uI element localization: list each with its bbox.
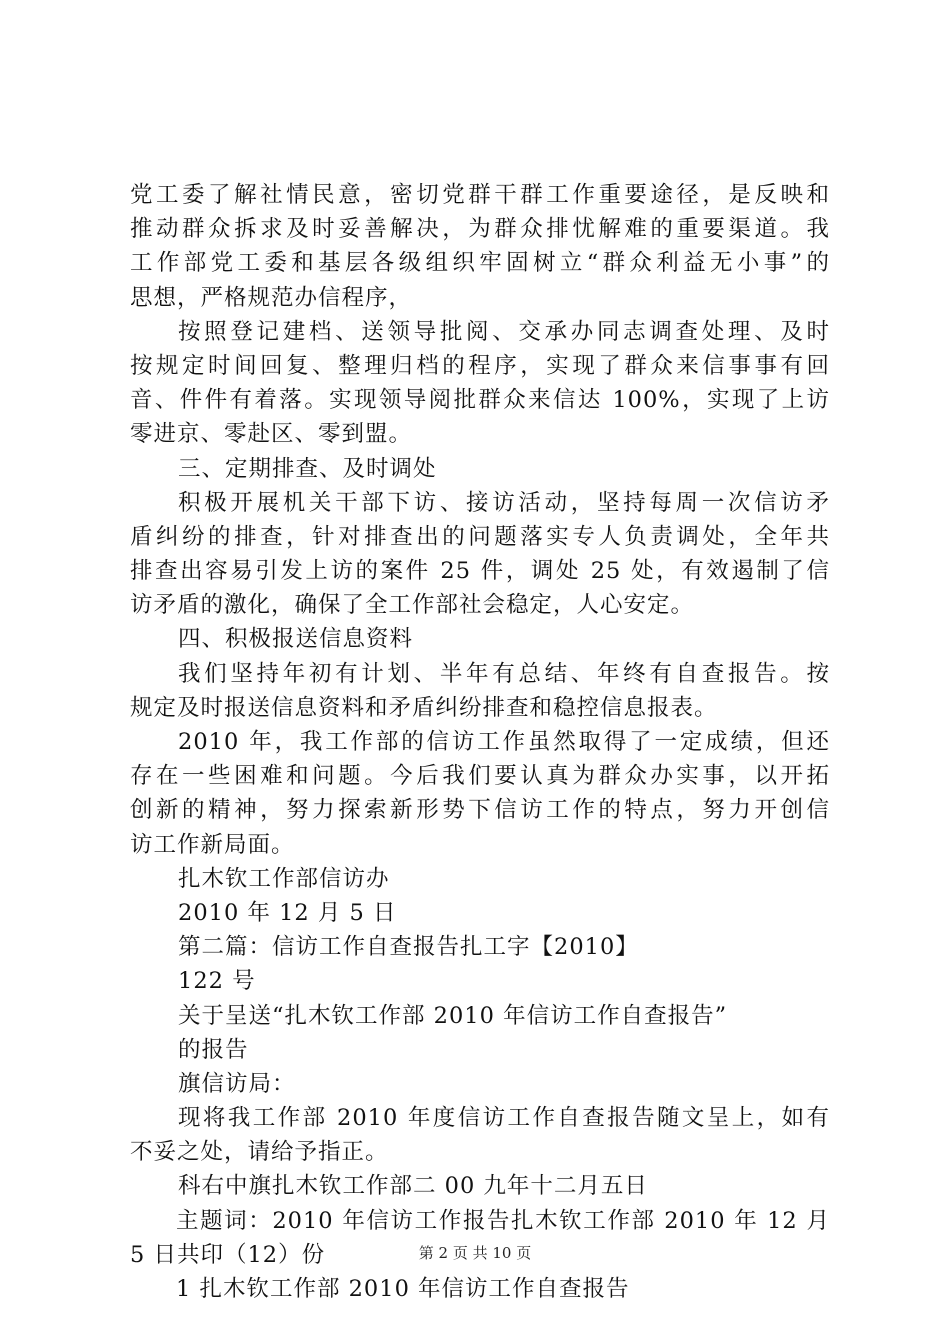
paragraph-line: 规定及时报送信息资料和矛盾纠纷排查和稳控信息报表。: [130, 694, 718, 721]
document-body: [130, 178, 830, 1306]
paragraph-line: 工作部党工委和基层各级组织牢固树立“群众利益无小事”的: [130, 250, 830, 277]
document-title: 的报告: [178, 1036, 249, 1063]
paragraph-line: 思想，严格规范办信程序，: [130, 284, 413, 311]
document-number: 122 号: [178, 968, 256, 995]
paragraph-line: 盾纠纷的排查，针对排查出的问题落实专人负责调处，全年共: [130, 523, 830, 550]
paragraph-line: 推动群众拆求及时妥善解决，为群众排忧解难的重要渠道。我: [130, 216, 830, 243]
recipient: 旗信访局：: [178, 1070, 296, 1097]
attachment-line: 1 扎木钦工作部 2010 年信访工作自查报告: [176, 1276, 630, 1302]
keywords-line: 5 日共印（12）份: [130, 1241, 326, 1268]
paragraph-line: 创新的精神，努力探索新形势下信访工作的特点，努力开创信: [130, 797, 830, 824]
paragraph-line: 党工委了解社情民意，密切党群干群工作重要途径，是反映和: [130, 182, 830, 208]
issuer-line: 科右中旗扎木钦工作部二 00 九年十二月五日: [178, 1173, 648, 1200]
page-number: 第 2 页 共 10 页: [418, 1244, 532, 1262]
paragraph-line: 现将我工作部 2010 年度信访工作自查报告随文呈上，如有: [178, 1105, 830, 1132]
paragraph-line: 访工作新局面。: [130, 831, 295, 858]
paragraph-line: 不妥之处，请给予指正。: [130, 1139, 389, 1166]
paragraph-line: 零进京、零赴区、零到盟。: [130, 421, 413, 448]
paragraph-line: 访矛盾的激化，确保了全工作部社会稳定，人心安定。: [130, 592, 695, 619]
section-heading: 三、定期排查、及时调处: [178, 455, 437, 482]
paragraph-line: 排查出容易引发上访的案件 25 件，调处 25 处，有效遏制了信: [130, 558, 830, 585]
section-heading: 四、积极报送信息资料: [178, 626, 414, 653]
paragraph-line: 2010 年，我工作部的信访工作虽然取得了一定成绩，但还: [178, 729, 830, 755]
paragraph-line: 我们坚持年初有计划、半年有总结、年终有自查报告。按: [178, 660, 830, 687]
paragraph-line: 积极开展机关干部下访、接访活动，坚持每周一次信访矛: [178, 489, 830, 516]
paragraph-line: 按照登记建档、送领导批阅、交承办同志调查处理、及时: [178, 318, 830, 345]
document-title: 关于呈送“扎木钦工作部 2010 年信访工作自查报告”: [178, 1002, 728, 1029]
keywords-line: 主题词：2010 年信访工作报告扎木钦工作部 2010 年 12 月: [176, 1207, 830, 1234]
signature-office: 扎木钦工作部信访办: [178, 865, 390, 892]
signature-date: 2010 年 12 月 5 日: [178, 899, 397, 926]
paragraph-line: 按规定时间回复、整理归档的程序，实现了群众来信事事有回: [130, 352, 830, 379]
paragraph-line: 音、件件有着落。实现领导阅批群众来信达 100%，实现了上访: [130, 387, 830, 414]
paragraph-line: 存在一些困难和问题。今后我们要认真为群众办实事，以开拓: [130, 763, 830, 790]
section-heading: 第二篇：信访工作自查报告扎工字【2010】: [178, 934, 639, 961]
